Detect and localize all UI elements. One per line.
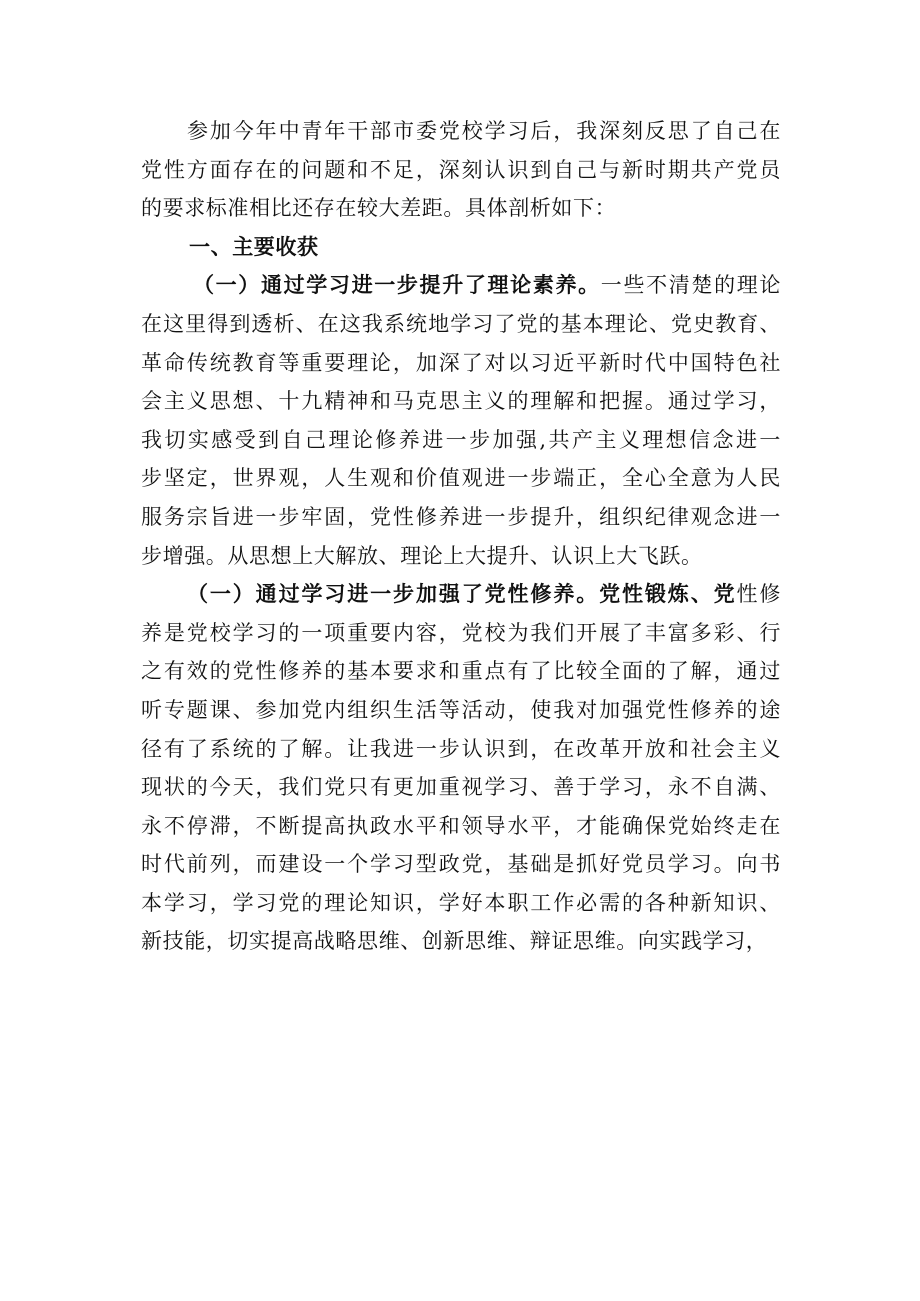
item2-first-line-rest: 性修 — [736, 582, 781, 607]
item2-line-9: 本学习，学习党的理论知识，学好本职工作必需的各种新知识、 — [141, 890, 781, 915]
item2-line-1 — [141, 575, 781, 614]
section-heading-main-gains: 一、主要收获 — [189, 234, 319, 259]
item1-first-line-rest: 一些不清楚的理论 — [600, 273, 781, 298]
item1-line-5: 我切实感受到自己理论修养进一步加强,共产主义理想信念进一 — [141, 427, 781, 452]
item1-line-4: 会主义思想、十九精神和马克思主义的理解和把握。通过学习， — [141, 389, 781, 414]
item2-line-2: 养是党校学习的一项重要内容，党校为我们开展了丰富多彩、行 — [141, 620, 781, 645]
item1-line-6: 步坚定，世界观，人生观和价值观进一步端正，全心全意为人民 — [141, 466, 781, 491]
item1-line-1 — [141, 266, 781, 305]
item1-line-7: 服务宗旨进一步牢固，党性修养进一步提升，组织纪律观念进一 — [141, 504, 781, 529]
item2-line-10: 新技能，切实提高战略思维、创新思维、辩证思维。向实践学习， — [141, 929, 768, 954]
item1-line-2: 在这里得到透析、在这我系统地学习了党的基本理论、党史教育、 — [141, 311, 781, 336]
document-body — [141, 112, 781, 961]
intro-line-1: 参加今年中青年干部市委党校学习后，我深刻反思了自己在 — [187, 119, 781, 143]
item2-line-8: 时代前列，而建设一个学习型政党，基础是抓好党员学习。向书 — [141, 852, 781, 877]
item1-paragraph — [141, 266, 781, 575]
intro-line-2: 党性方面存在的问题和不足，深刻认识到自己与新时期共产党员 — [141, 157, 781, 182]
item2-line-3: 之有效的党性修养的基本要求和重点有了比较全面的了解，通过 — [141, 659, 781, 684]
intro-paragraph — [141, 112, 781, 228]
item1-line-3: 革命传统教育等重要理论，加深了对以习近平新时代中国特色社 — [141, 350, 781, 375]
item2-line-5: 径有了系统的了解。让我进一步认识到，在改革开放和社会主义 — [141, 736, 781, 761]
intro-line-3: 的要求标准相比还存在较大差距。具体剖析如下： — [141, 196, 617, 221]
item1-line-8: 步增强。从思想上大解放、理论上大提升、认识上大飞跃。 — [141, 543, 703, 568]
item2-line-6: 现状的今天，我们党只有更加重视学习、善于学习，永不自满、 — [141, 775, 781, 800]
item2-paragraph — [141, 575, 781, 961]
item2-line-4: 听专题课、参加党内组织生活等活动，使我对加强党性修养的途 — [141, 697, 781, 722]
item2-bold-lead: （一）通过学习进一步加强了党性修养。党性锻炼、党 — [187, 582, 737, 607]
item2-line-7: 永不停滞，不断提高执政水平和领导水平，才能确保党始终走在 — [141, 813, 781, 838]
item1-bold-lead: （一）通过学习进一步提升了理论素养。 — [193, 273, 601, 298]
